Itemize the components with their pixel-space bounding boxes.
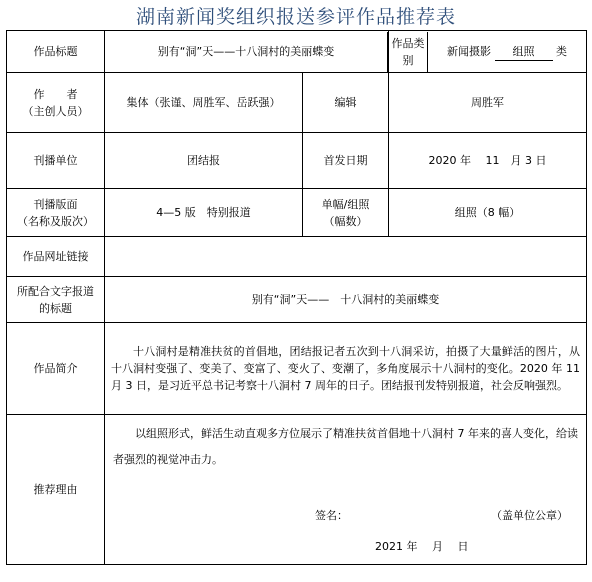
row-caption	[7, 277, 587, 323]
category-value: 组照	[495, 43, 553, 61]
caption-label: 所配合文字报道 的标题	[7, 277, 105, 323]
first-date-value: 2020 年 11 月 3 日	[389, 133, 587, 189]
publisher-label: 刊播单位	[7, 133, 105, 189]
editor-value: 周胜军	[389, 73, 587, 133]
row-work-title	[7, 31, 587, 73]
work-title-label: 作品标题	[7, 31, 105, 73]
intro-label: 作品简介	[7, 323, 105, 415]
category-cell	[428, 43, 586, 61]
category-label: 作品类别	[389, 32, 428, 72]
row-reason	[7, 415, 587, 565]
category-prefix: 新闻摄影	[447, 44, 491, 58]
reason-label: 推荐理由	[7, 415, 105, 565]
page-value: 4—5 版 特别报道	[105, 189, 303, 237]
count-value: 组照（8 幅）	[389, 189, 587, 237]
row-url	[7, 237, 587, 277]
editor-label: 编辑	[303, 73, 389, 133]
row-authors	[7, 73, 587, 133]
page-title: 湖南新闻奖组织报送参评作品推荐表	[135, 6, 456, 28]
seal-label: （盖单位公章）	[491, 509, 568, 522]
page-label: 刊播版面 （名称及版次）	[7, 189, 105, 237]
url-label: 作品网址链接	[7, 237, 105, 277]
authors-label: 作 者 （主创人员）	[7, 73, 105, 133]
reason-date: 2021 年 月 日	[375, 540, 469, 553]
row-publisher	[7, 133, 587, 189]
count-label: 单幅/组照 （幅数）	[303, 189, 389, 237]
row-page	[7, 189, 587, 237]
reason-text: 以组照形式，鲜活生动直观多方位展示了精准扶贫首倡地十八洞村 7 年来的喜人变化，给读者强烈的视觉冲击力。	[113, 427, 578, 466]
row-intro	[7, 323, 587, 415]
url-value	[105, 237, 587, 277]
first-date-label: 首发日期	[303, 133, 389, 189]
category-suffix: 类	[556, 44, 567, 58]
caption-value: 别有“洞”天—— 十八洞村的美丽蝶变	[105, 277, 587, 323]
intro-text: 十八洞村是精准扶贫的首倡地，团结报记者五次到十八洞采访，拍摄了大量鲜活的图片，从十八洞村变强了、变美了、变富了、变火了、变潮了，多角度展示十八洞村的变化。2020 年 11 月 3 日，是习近平总书记考察十八洞村 7 周年的日子。团结报刊发特别报道，社会反响强烈。	[111, 345, 580, 392]
recommendation-table	[6, 30, 587, 565]
work-title-value: 别有“洞”天——十八洞村的美丽蝶变	[157, 45, 335, 58]
publisher-value: 团结报	[105, 133, 303, 189]
authors-value: 集体（张谨、周胜军、岳跃强）	[105, 73, 303, 133]
sign-label: 签名：	[315, 509, 348, 522]
